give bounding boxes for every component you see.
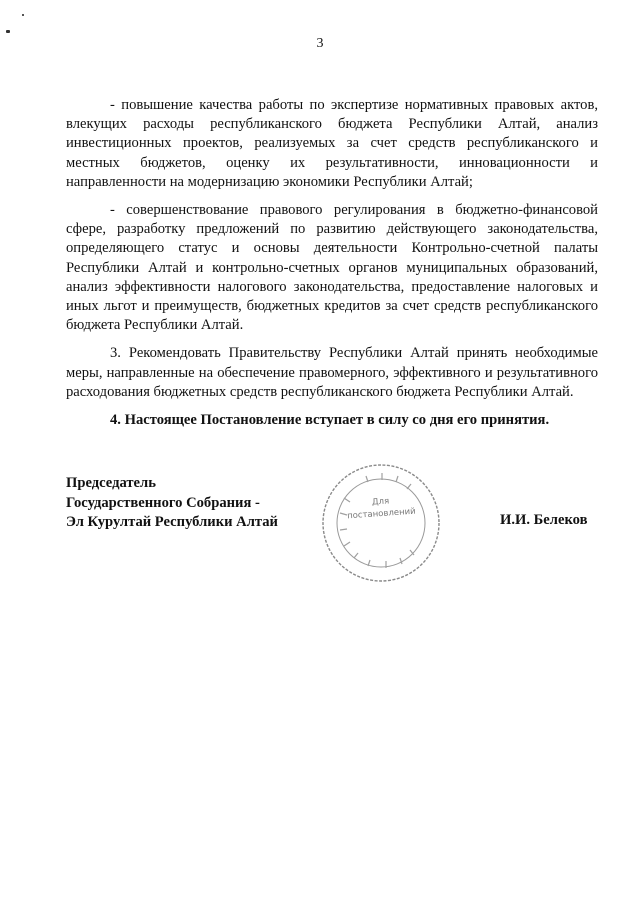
stamp-line: Для: [371, 496, 390, 508]
signature-title: [66, 474, 278, 533]
signature-title-line: Государственного Собрания -: [66, 494, 260, 511]
paragraph-effective-date: 4. Настоящее Постановление вступает в силу со дня его принятия.: [110, 412, 550, 429]
document-body: [66, 96, 598, 439]
signature-title-line: Председатель: [66, 475, 156, 491]
page-number: 3: [316, 36, 324, 51]
stamp-line: постановлений: [346, 506, 416, 522]
official-seal-stamp: [316, 458, 446, 588]
paragraph-recommendation: 3. Рекомендовать Правительству Республики Алтай принять необходимые меры, направленные на обеспечение правомерного, эффективного и результативного расходования бюджетных средств республиканского бюджета Республики Алтай.: [66, 345, 598, 400]
scan-artifact: [6, 30, 10, 33]
paragraph-item-quality-expertise: - повышение качества работы по экспертизе нормативных правовых актов, влекущих расходы республиканского бюджета Республики Алтай, анализ инвестиционных проектов, реализуемых за счет средств республиканского и местных бюджетов, оценку их результативности, инновационности и направленности на модернизацию экономики Республики Алтай;: [66, 97, 598, 190]
scan-artifact: [22, 14, 24, 16]
signature-title-line: Эл Курултай Республики Алтай: [66, 514, 278, 530]
paragraph-item-legal-regulation: - совершенствование правового регулирования в бюджетно-финансовой сфере, разработку предложений по развитию действующего законодательства, определяющего статус и основы деятельности Контрольно-счетной палаты Республики Алтай и контрольно-счетных органов муниципальных образований, анализ эффективности налогового законодательства, предоставление налоговых и иных льгот и преимуществ, бюджетных кредитов за счет средств республиканского бюджета Республики Алтай.: [66, 202, 598, 334]
signer-name: И.И. Белеков: [500, 512, 588, 528]
